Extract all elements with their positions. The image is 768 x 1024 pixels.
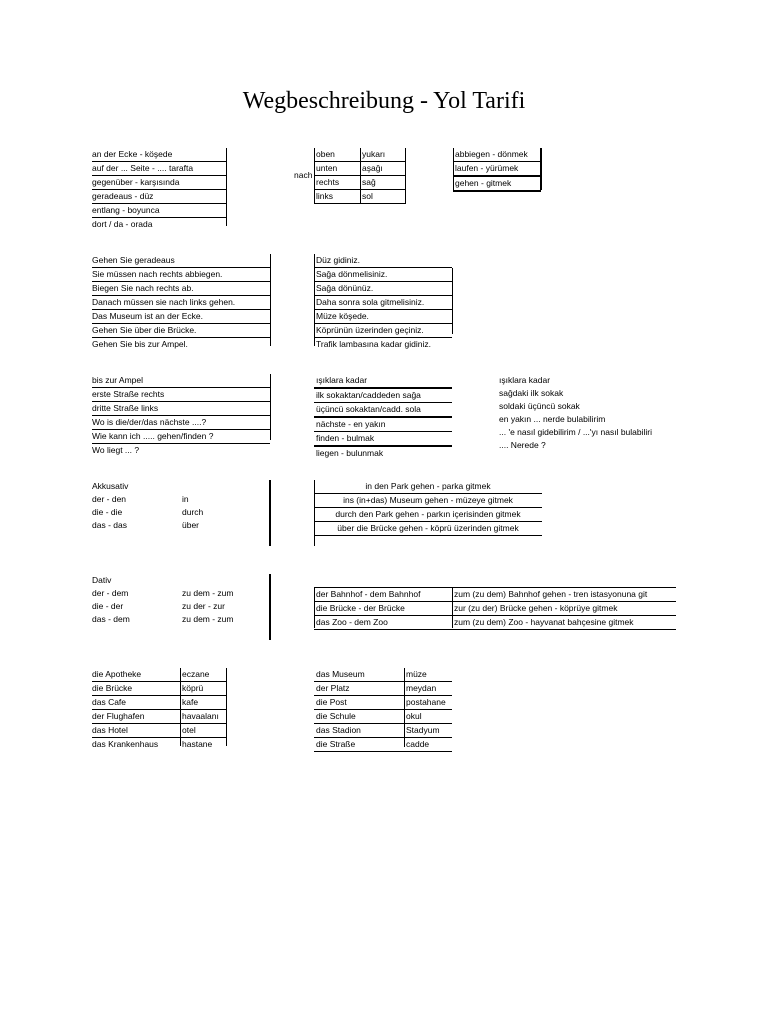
phrases-tr-2 (499, 374, 699, 452)
table-row: der Flughafen havaalanı (92, 710, 226, 724)
verbs-table (453, 148, 541, 192)
table-row: der Bahnhof - dem Bahnhof zum (zu dem) Bahnhof gehen - tren istasyonuna git (314, 587, 676, 602)
places-table-2 (314, 668, 452, 752)
phrases-tr-1 (314, 374, 452, 460)
list-item: ... 'e nasıl gidebilirim / ...'yı nasıl bulabiliri (499, 427, 652, 437)
divider (404, 668, 405, 747)
table-row: die Apotheke eczane (92, 668, 226, 682)
list-item: en yakın ... nerde bulabilirim (499, 414, 606, 424)
list-item: dritte Straße links (92, 402, 270, 416)
divider (452, 587, 453, 628)
table-row: die - die durch (92, 507, 204, 517)
list-item: erste Straße rechts (92, 388, 270, 402)
divider (452, 268, 453, 334)
list-item: dort / da - orada (92, 219, 153, 229)
list-item: gegenüber - karşısında (92, 176, 226, 190)
list-item: Köprünün üzerinden geçiniz. (314, 324, 452, 338)
divider (405, 148, 406, 204)
list-item: Wie kann ich ..... gehen/finden ? (92, 430, 270, 444)
list-item: liegen - bulunmak (316, 448, 384, 458)
table-row: die Brücke köprü (92, 682, 226, 696)
table-row: links sol (314, 190, 405, 204)
list-item: Das Museum ist an der Ecke. (92, 310, 270, 324)
list-item: nächste - en yakın (314, 418, 452, 432)
list-item: Sağa dönünüz. (314, 282, 452, 296)
dativ-section (92, 574, 270, 626)
divider (180, 668, 181, 746)
places-table-1 (92, 668, 226, 751)
table-row: die - der zu der - zur (92, 601, 225, 611)
sentences-tr (314, 254, 452, 351)
list-item: ilk sokaktan/caddeden sağa (314, 389, 452, 403)
divider (314, 254, 315, 346)
divider (360, 148, 361, 204)
akkusativ-section (92, 480, 270, 532)
list-item: Wo is die/der/das nächste ....? (92, 416, 270, 430)
list-item: bis zur Ampel (92, 374, 270, 388)
list-item: Gehen Sie geradeaus (92, 254, 270, 268)
list-item: soldaki üçüncü sokak (499, 401, 580, 411)
section-heading: Akkusativ (92, 481, 129, 491)
divider (226, 668, 227, 746)
table-row: das Hotel otel (92, 724, 226, 738)
list-item: über die Brücke gehen - köprü üzerinden gitmek (314, 522, 542, 536)
list-item: ışıklara kadar (314, 374, 452, 389)
list-item: Düz gidiniz. (314, 254, 452, 268)
list-item: Danach müssen sie nach links gehen. (92, 296, 270, 310)
table-row: oben yukarı (314, 148, 405, 162)
list-item: laufen - yürümek (453, 162, 541, 177)
divider (314, 480, 315, 546)
table-row: das Krankenhaus hastane (92, 739, 213, 749)
divider (269, 480, 271, 546)
section-heading: Dativ (92, 575, 112, 585)
list-item: entlang - boyunca (92, 204, 226, 218)
table-row: das Stadion Stadyum (314, 724, 452, 738)
list-item: Müze köşede. (314, 310, 452, 324)
table-row: der - dem zu dem - zum (92, 588, 234, 598)
table-row: die Post postahane (314, 696, 452, 710)
list-item: ışıklara kadar (499, 375, 551, 385)
list-item: in den Park gehen - parka gitmek (314, 480, 542, 494)
page-title: Wegbeschreibung - Yol Tarifi (242, 88, 526, 114)
list-item: Sağa dönmelisiniz. (314, 268, 452, 282)
akkusativ-examples (314, 480, 542, 536)
divider (314, 587, 315, 628)
table-row: unten aşağı (314, 162, 405, 176)
divider (453, 148, 454, 190)
list-item: Gehen Sie bis zur Ampel. (92, 339, 188, 349)
list-item: auf der ... Seite - .... tarafta (92, 162, 226, 176)
divider (314, 148, 315, 204)
dativ-examples (314, 587, 676, 630)
table-row: das Cafe kafe (92, 696, 226, 710)
table-row: die Schule okul (314, 710, 452, 724)
list-item: Biegen Sie nach rechts ab. (92, 282, 270, 296)
table-row: der - den in (92, 494, 189, 504)
list-item: Daha sonra sola gitmelisiniz. (314, 296, 452, 310)
list-item: durch den Park gehen - parkın içerisinden gitmek (314, 508, 542, 522)
divider (540, 148, 542, 190)
table-row: rechts sağ (314, 176, 405, 190)
list-item: Trafik lambasına kadar gidiniz. (316, 339, 431, 349)
list-item: Sie müssen nach rechts abbiegen. (92, 268, 270, 282)
list-item: Wo liegt ... ? (92, 445, 140, 455)
table-row: das Museum müze (314, 668, 452, 682)
list-item: abbiegen - dönmek (453, 148, 541, 162)
divider (270, 254, 271, 346)
list-item: ins (in+das) Museum gehen - müzeye gitmek (314, 494, 542, 508)
table-row: das - das über (92, 520, 200, 530)
phrases-de (92, 374, 270, 457)
table-row: die Straße cadde (314, 738, 452, 752)
nach-label: nach (294, 170, 313, 180)
table-row: die Brücke - der Brücke zur (zu der) Brücke gehen - köprüye gitmek (314, 602, 676, 616)
sentences-de (92, 254, 270, 351)
list-item: .... Nerede ? (499, 440, 546, 450)
list-item: üçüncü sokaktan/cadd. sola (314, 403, 452, 418)
list-item: an der Ecke - köşede (92, 148, 226, 162)
divider (226, 148, 227, 226)
table-row: das Zoo - dem Zoo zum (zu dem) Zoo - hayvanat bahçesine gitmek (314, 616, 676, 630)
table-row: das - dem zu dem - zum (92, 614, 234, 624)
divider (269, 574, 271, 640)
list-item: sağdaki ilk sokak (499, 388, 564, 398)
list-item: finden - bulmak (314, 432, 452, 447)
list-item: geradeaus - düz (92, 190, 226, 204)
list-item: Gehen Sie über die Brücke. (92, 324, 270, 338)
divider (270, 374, 271, 440)
list-item: gehen - gitmek (453, 177, 541, 192)
vocab-list (92, 148, 226, 231)
table-row: der Platz meydan (314, 682, 452, 696)
